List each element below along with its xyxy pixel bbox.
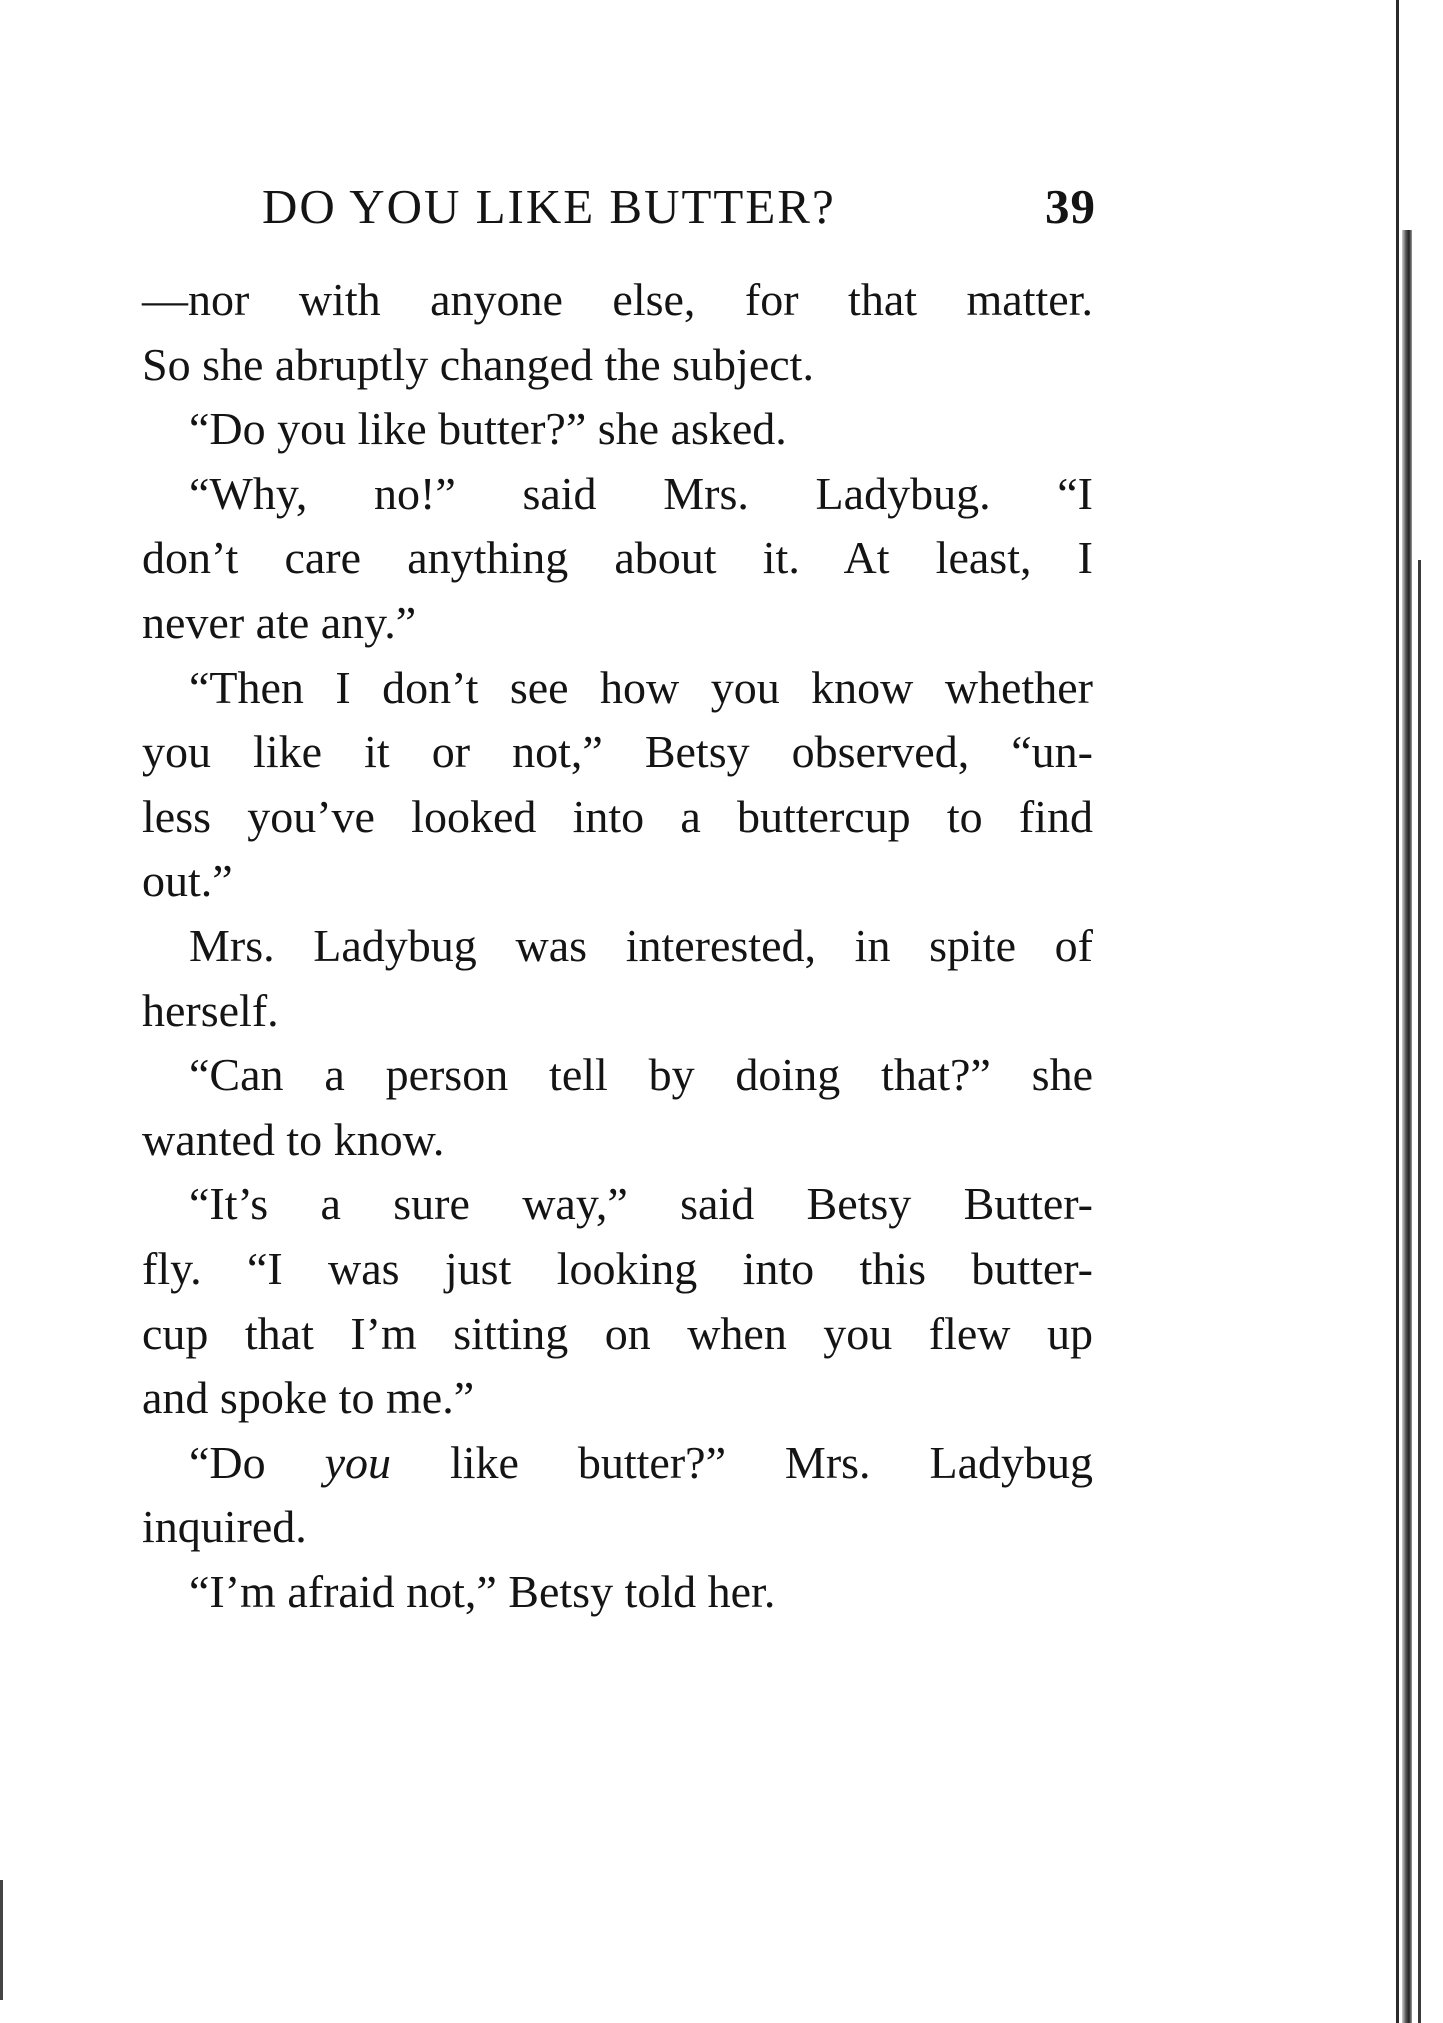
emphasized-word: you [324, 1436, 391, 1488]
text-line: “Can a person tell by doing that?” she [189, 1049, 1093, 1101]
text-run: like butter?” Mrs. Ladybug [391, 1436, 1093, 1488]
page-number: 39 [1045, 179, 1096, 234]
text-line: “It’s a sure way,” said Betsy Butter- [189, 1178, 1093, 1230]
text-line: inquired. [142, 1501, 307, 1553]
text-line: fly. “I was just looking into this butter- [142, 1242, 1093, 1294]
text-line: “Do you like butter?” she asked. [189, 403, 787, 455]
text-line: —nor with anyone else, for that matter. [142, 274, 1093, 325]
text-line: “I’m afraid not,” Betsy told her. [189, 1565, 776, 1617]
running-head-title: DO YOU LIKE BUTTER? [262, 179, 836, 234]
text-line-emphasis [142, 1431, 1093, 1496]
text-line: Mrs. Ladybug was interested, in spite of [189, 919, 1093, 971]
text-line: wanted to know. [142, 1113, 445, 1165]
text-line: herself. [142, 984, 279, 1036]
running-head [262, 178, 1096, 238]
text-line: “Why, no!” said Mrs. Ladybug. “I [189, 467, 1093, 519]
binding-edge-line [1396, 0, 1399, 2023]
text-line: never ate any.” [142, 596, 417, 648]
scan-mark [0, 1880, 3, 2000]
body-text [142, 268, 1093, 1624]
text-line: don’t care anything about it. At least, I [142, 532, 1093, 584]
text-line: and spoke to me.” [142, 1372, 475, 1424]
text-line: So she abruptly changed the subject. [142, 338, 814, 390]
binding-shadow [1402, 230, 1412, 2023]
text-run: “Do [189, 1436, 325, 1488]
text-line: less you’ve looked into a buttercup to find [142, 790, 1093, 842]
text-line: “Then I don’t see how you know whether [189, 661, 1093, 713]
text-line: you like it or not,” Betsy observed, “un- [142, 726, 1093, 778]
binding-edge-line-outer [1418, 560, 1421, 2023]
text-line: cup that I’m sitting on when you flew up [142, 1307, 1093, 1359]
text-line: out.” [142, 855, 233, 907]
